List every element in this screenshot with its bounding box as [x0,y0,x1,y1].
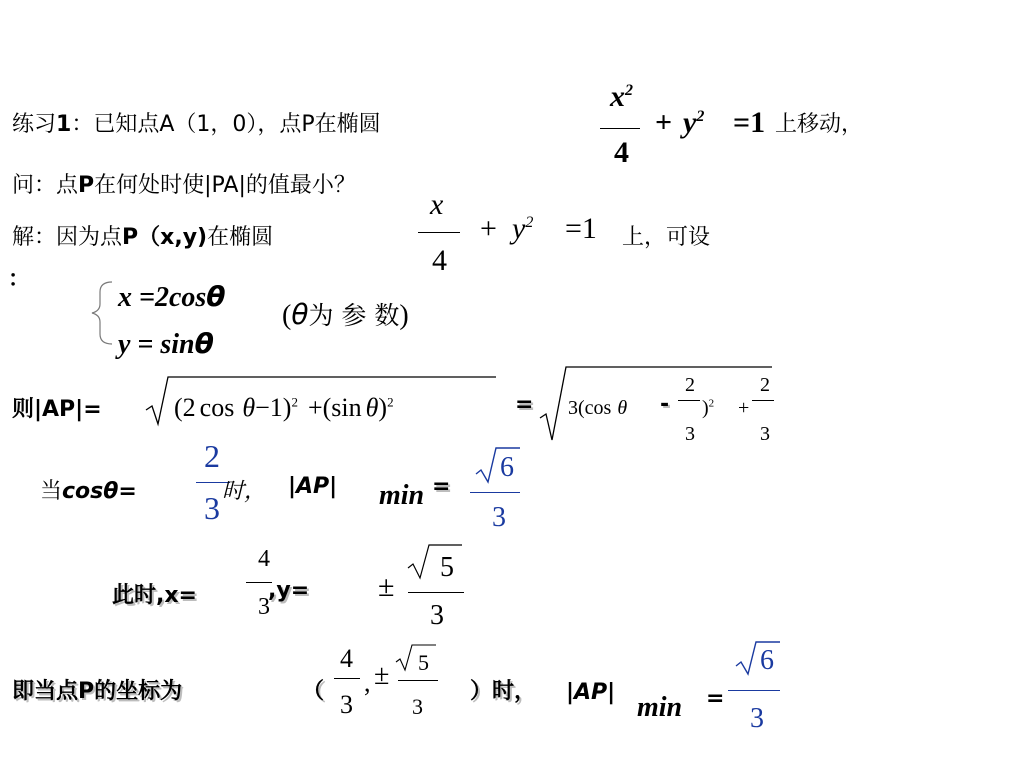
y-pm: ± [378,570,395,603]
final-x-num: 4 [340,644,353,673]
ap-label: 则|AP|= [12,397,102,422]
xy-label: 此时,x= [112,583,197,608]
can-set-text: 上，可设 [622,225,711,250]
final-y-den: 3 [412,694,423,719]
y-den: 3 [430,600,444,631]
ellipse-plus: + [655,106,673,139]
ap-frac2-num: 2 [760,374,770,396]
exercise-label: 练习1：已知点A（1，0），点P在椭圆 [12,112,381,137]
ap-right-close: )$^2$ [702,397,715,419]
ellipse-numerator-x: $x^2$ [610,80,633,113]
when-frac-den: 3 [204,490,220,526]
final-result-den: 3 [750,703,764,734]
ap-right-minus: - [660,392,670,417]
ap-frac1-den: 3 [685,423,695,445]
ap-equals: = [515,392,534,417]
colon: ： [8,267,31,292]
param-y-equation: y = sinθ [118,327,214,360]
ellipse2-y-term: $y^2$ [512,212,534,245]
final-pm: ± [374,660,390,691]
final-y-num: 5 [418,650,429,675]
when-equals: = [432,474,451,499]
ellipse-y-term: $y^2$ [683,106,705,139]
when-time: 时， [222,479,267,504]
final-x-den: 3 [340,690,353,719]
x-den: 3 [258,594,270,620]
ellipse-denominator: 4 [614,136,629,169]
ellipse2-denominator: 4 [432,244,447,277]
ap-frac2-den: 3 [760,423,770,445]
ap-frac1-num: 2 [685,374,695,396]
question-text: 问：点P在何处时使|PA|的值最小？ [12,173,356,198]
when-ap: |AP| [288,474,338,499]
ellipse2-plus: + [480,212,497,245]
final-min: min [637,692,683,723]
ap-left-expression: (2 cos θ−1)$^2$ +(sin θ)$^2$ [174,393,394,422]
final-close-time: ）时， [470,679,537,704]
final-label: 即当点P的坐标为 [12,679,183,704]
when-min: min [379,480,425,511]
final-result-bar [728,690,780,691]
final-result-num: 6 [760,645,774,676]
move-on-text: 上移动， [775,112,864,137]
final-comma: , [364,668,371,697]
y-label: ,y= [268,578,310,603]
final-open-paren: （ [302,679,325,704]
ap-right-plus: + [738,397,750,419]
final-equals: = [706,686,725,711]
solution-intro: 解：因为点P（x,y)在椭圆 [12,225,274,250]
ellipse2-equals-one: =1 [565,212,597,245]
when-result-den: 3 [492,502,506,533]
ap-right-open: 3(cos θ [568,397,628,419]
param-note: (θ为 参 数) [282,298,409,331]
when-label: 当cosθ= [40,479,137,504]
y-num: 5 [440,552,454,583]
param-x-equation: x =2cosθ [118,280,226,313]
when-result-num: 6 [500,452,514,483]
x-num: 4 [258,546,270,572]
final-ap: |AP| [566,680,616,705]
ellipse2-numerator: x [430,188,444,221]
ellipse-equals-one: =1 [733,106,766,139]
when-frac-num: 2 [204,438,220,474]
